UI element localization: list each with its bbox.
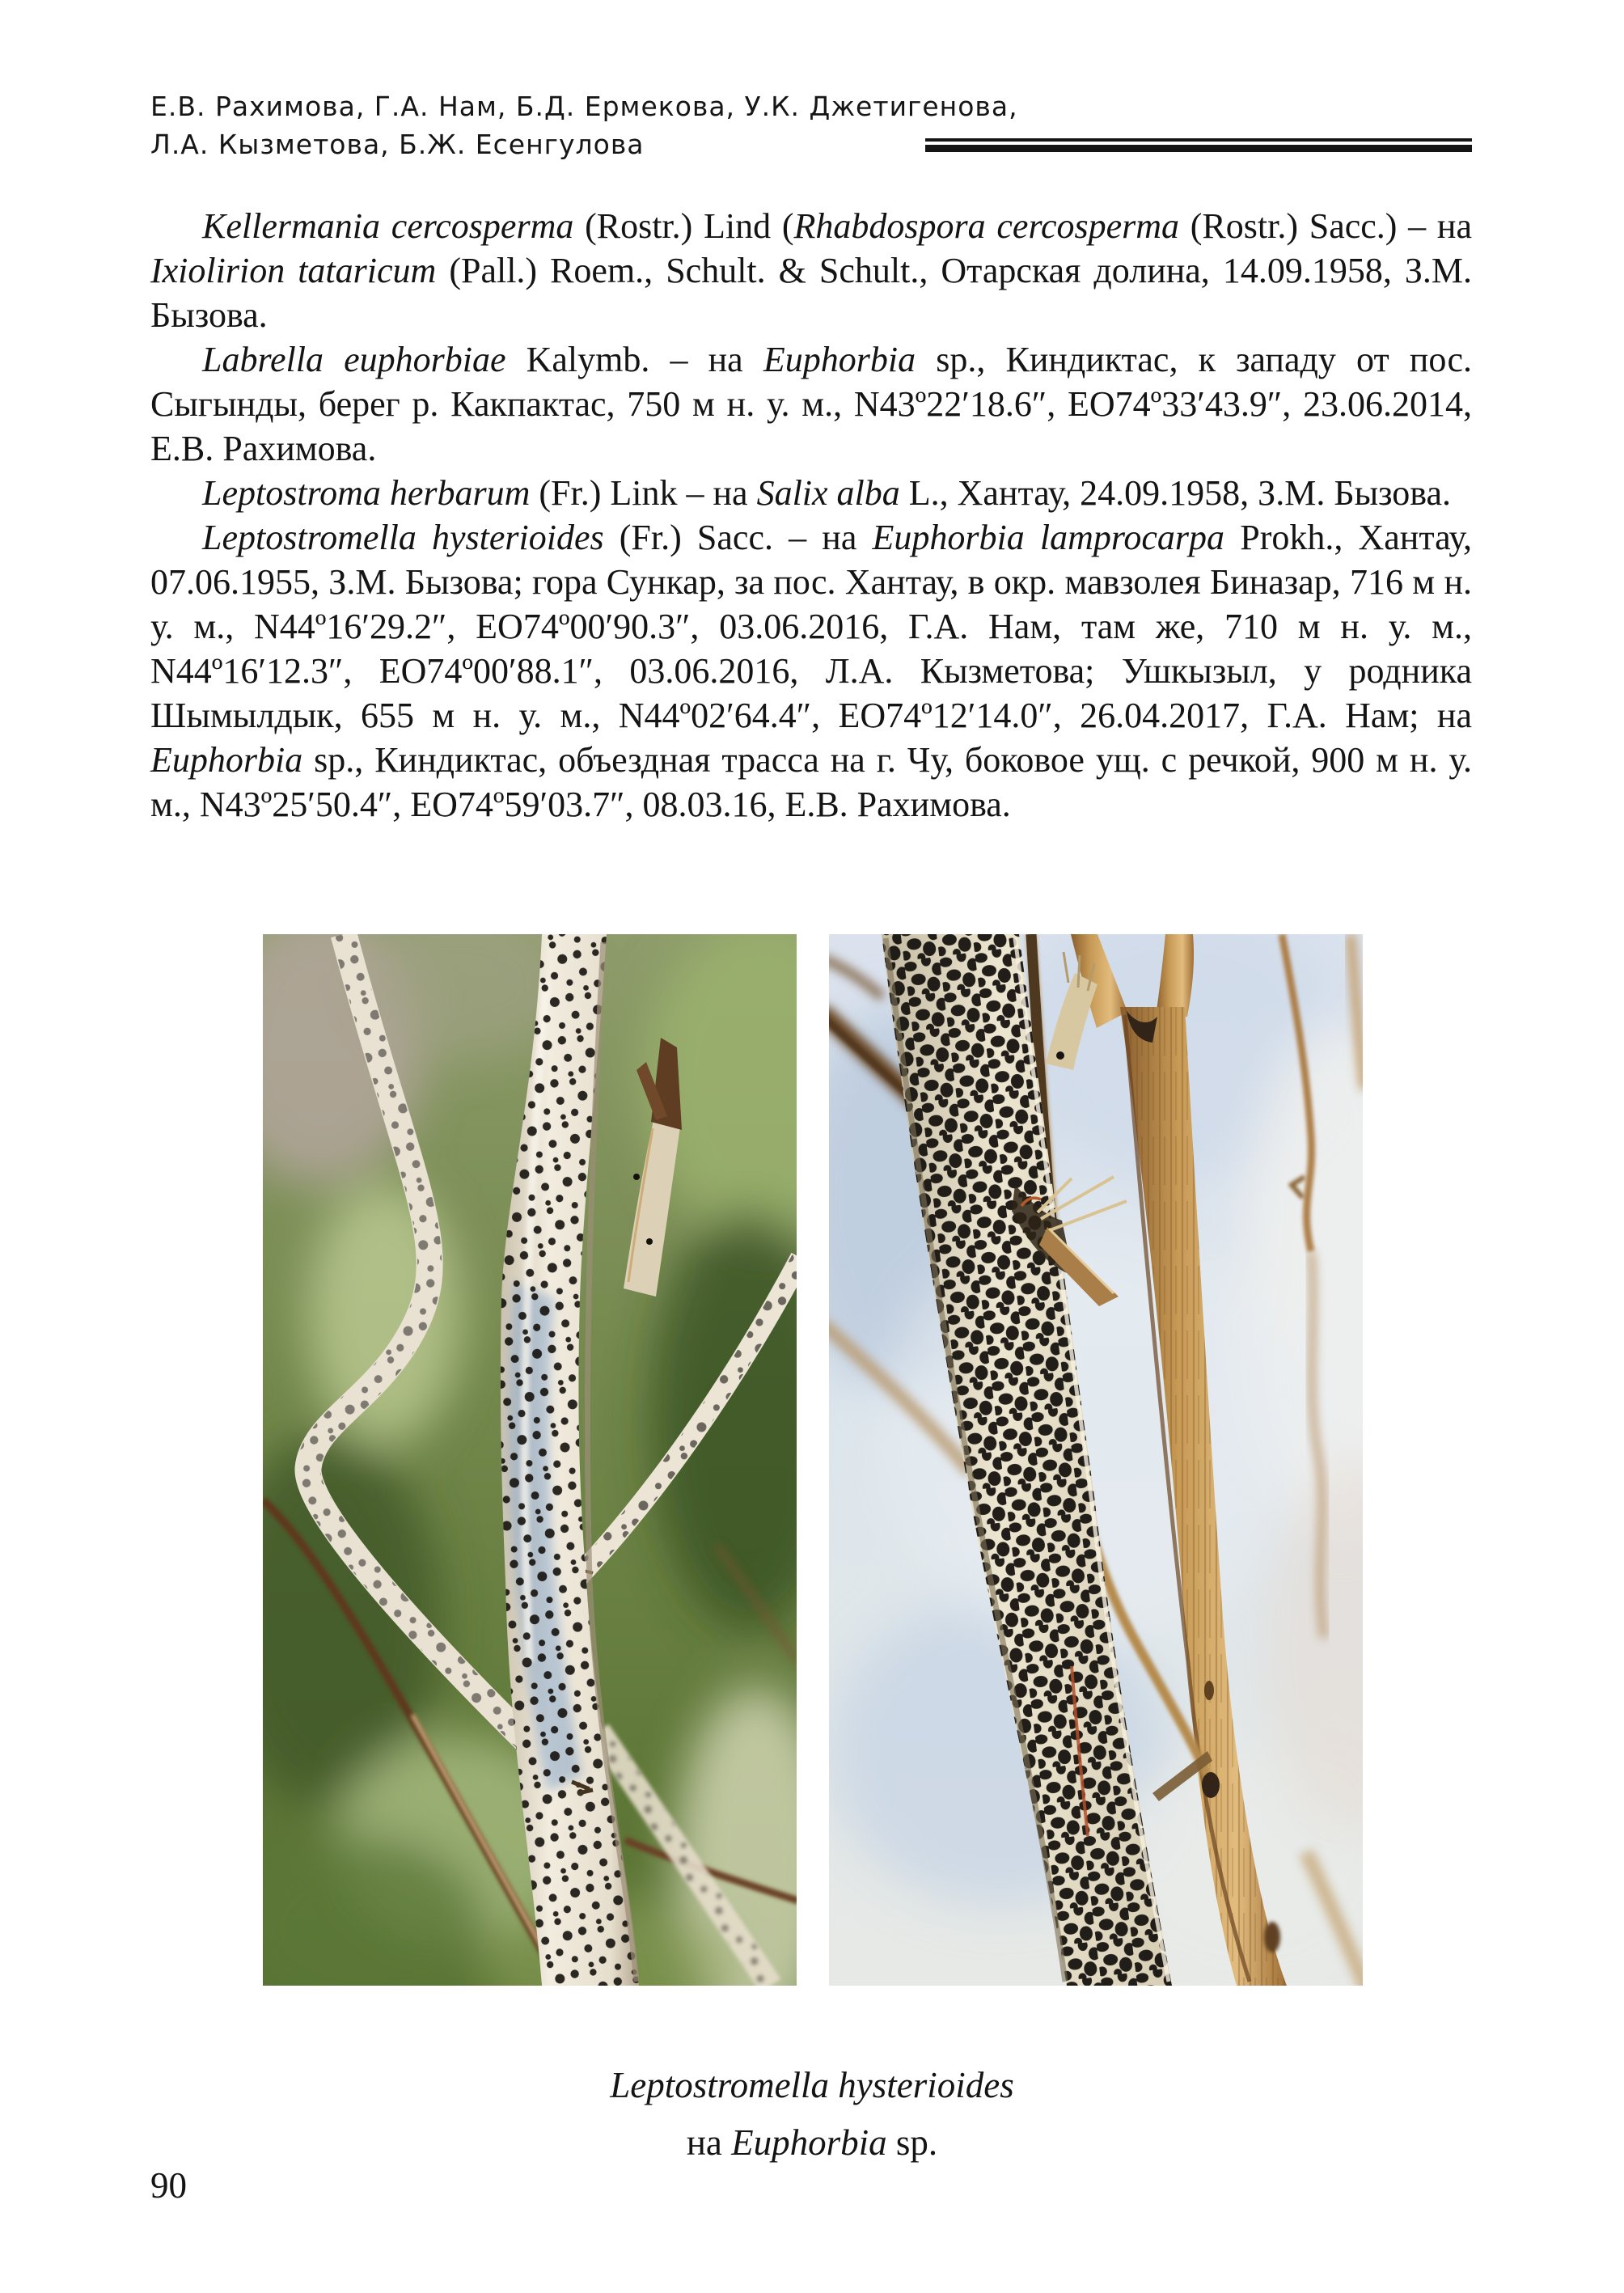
header-double-rule: [925, 138, 1472, 152]
figure-caption: [0, 2057, 1624, 2172]
running-head-authors: [150, 87, 1018, 163]
record-labrella: Labrella euphorbiae Kalymb. – на Euphorbia sp., Киндиктас, к западу от пос. Сыгынды, берег р. Какпактас, 750 м н. у. м., N43º22′18.6″, ЕО74º33′43.9″, 23.06.2014, Е.В. Рахимова.: [150, 340, 1472, 468]
record-kellermania: Kellermania cercosperma (Rostr.) Lind (Rhabdospora cercosperma (Rostr.) Sacc.) – на Ixiolirion tataricum (Pall.) Roem., Schult. & Schult., Отарская долина, 14.09.1958, З.М. Бызова.: [150, 206, 1472, 335]
right-photo: [829, 934, 1363, 1986]
authors-line-1: Е.В. Рахимова, Г.А. Нам, Б.Д. Ермекова, У.К. Джетигенова,: [150, 91, 1018, 122]
authors-line-2: Л.А. Кызметова, Б.Ж. Есенгулова: [150, 129, 645, 160]
page-number: 90: [150, 2165, 187, 2206]
species-records: [150, 204, 1472, 827]
figure-caption-line-2: на Euphorbia sp.: [686, 2122, 938, 2163]
record-leptostromella: Leptostromella hysterioides (Fr.) Sacc. – на Euphorbia lamprocarpa Prokh., Хантау, 07.06.1955, З.М. Бызова; гора Сункар, за пос. Хантау, в окр. мавзолея Биназар, 716 м н. у. м., N44º16′29.2″, ЕО74º00′90.3″, 03.06.2016, Г.А. Нам, там же, 710 м н. у. м., N44º16′12.3″, ЕО74º00′88.1″, 03.06.2016, Л.А. Кызметова; Ушкызыл, у родника Шымылдык, 655 м н. у. м., N44º02′64.4″, ЕО74º12′14.0″, 26.04.2017, Г.А. Нам; на Euphorbia sp., Киндиктас, объездная трасса на г. Чу, боковое ущ. с речкой, 900 м н. у. м., N43º25′50.4″, ЕО74º59′03.7″, 08.03.16, Е.В. Рахимова.: [150, 518, 1473, 824]
header-rule-thick: [925, 145, 1472, 152]
left-photo: [263, 934, 797, 1986]
record-leptostroma: Leptostroma herbarum (Fr.) Link – на Salix alba L., Хантау, 24.09.1958, З.М. Бызова.: [202, 473, 1452, 513]
figure-caption-line-1: Leptostromella hysterioides: [610, 2065, 1014, 2105]
figure-row: [263, 934, 1363, 1986]
header-rule-thin: [925, 138, 1472, 142]
